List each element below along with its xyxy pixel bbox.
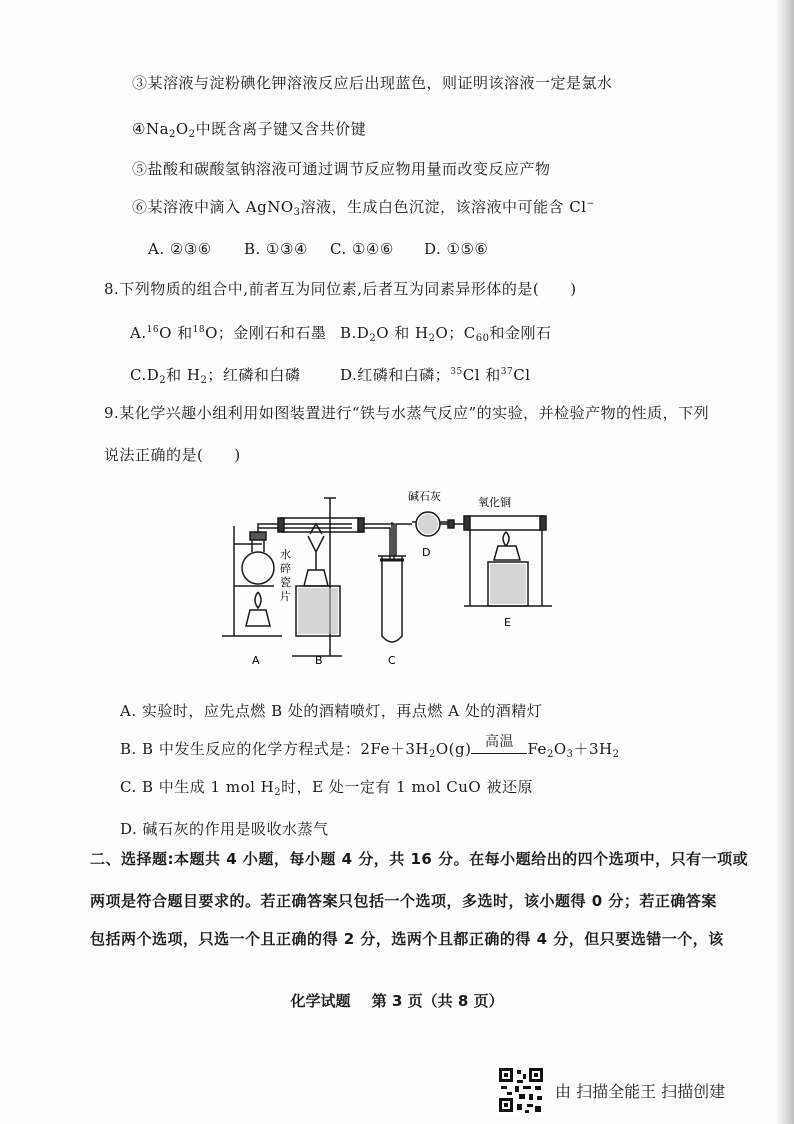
q7-item-4: $④Na_2O_2$中既含离子键又含共价键 <box>132 120 367 140</box>
scanner-watermark: 由 扫描全能王 扫描创建 <box>555 1082 726 1101</box>
flask-a <box>242 552 274 584</box>
label-a: A <box>252 654 260 667</box>
tube-c-d <box>396 524 412 556</box>
q8-stem: 8.下列物质的组合中,前者互为同位素,后者互为同素异形体的是( ) <box>104 280 577 298</box>
reaction-tube-b <box>282 518 360 532</box>
label-chips-3: 片 <box>280 590 291 603</box>
qr-code-icon <box>497 1066 545 1114</box>
burner-a <box>246 610 270 626</box>
section2-line2: 两项是符合题目要求的。若正确答案只包括一个选项，多选时，该小题得 0 分；若正确答案 <box>90 892 717 910</box>
q9-option-b: B. B 中发生反应的化学方程式是：$2Fe+3H_2O(g)$ 高温 $Fe_2O_3+3H_2$ <box>120 734 620 760</box>
reaction-condition: 高温 <box>471 745 527 754</box>
label-d: D <box>422 546 431 559</box>
q9-stem-line1: 9.某化学兴趣小组利用如图装置进行“铁与水蒸气反应”的实验，并检验产物的性质，下列 <box>104 404 710 422</box>
burner-b <box>304 570 328 586</box>
q7-option-a: A. ②③⑥ <box>148 240 212 258</box>
label-copper-oxide: 氧化铜 <box>478 496 511 509</box>
label-soda-lime: 碱石灰 <box>408 490 441 503</box>
label-chips-1: 碎 <box>280 562 291 575</box>
q8-option-a: A.$^{16}$O 和$^{18}$O；金刚石和石墨 <box>130 324 327 342</box>
q7-option-c: C. ①④⑥ <box>330 240 394 258</box>
test-tube-c <box>382 556 402 642</box>
label-e: E <box>504 616 511 629</box>
page-footer <box>0 990 794 1011</box>
footer-subject: 化学试题 <box>290 992 351 1010</box>
q7-item-3: ③某溶液与淀粉碘化钾溶液反应后出现蓝色，则证明该溶液一定是氯水 <box>132 74 613 92</box>
q9-option-a: A. 实验时，应先点燃 B 处的酒精喷灯，再点燃 A 处的酒精灯 <box>120 702 543 720</box>
page-edge-shadow <box>776 0 794 1124</box>
q7-item-5: ⑤盐酸和碳酸氢钠溶液可通过调节反应物用量而改变反应产物 <box>132 160 551 178</box>
label-c: C <box>388 654 396 667</box>
reaction-tube-e <box>468 516 542 530</box>
label-chips-2: 瓷 <box>280 576 291 589</box>
apparatus-figure <box>212 486 562 672</box>
burner-e <box>494 546 520 560</box>
q9-stem-line2: 说法正确的是( ) <box>104 446 241 464</box>
label-water: 水 <box>280 548 291 561</box>
q9-option-d: D. 碱石灰的作用是吸收水蒸气 <box>120 820 329 838</box>
section2-line3: 包括两个选项，只选一个且正确的得 2 分，选两个且都正确的得 4 分，但只要选错一个，该 <box>90 930 724 948</box>
q8-option-b: $B.D_2O$ 和 $H_2O$；$C_{60}$和金刚石 <box>340 324 552 344</box>
footer-page-number: 第 3 页（共 8 页） <box>371 992 504 1010</box>
q8-option-d: D.红磷和白磷；$^{35}$Cl 和$^{37}$Cl <box>340 366 531 384</box>
q7-option-b: B. ①③④ <box>244 240 308 258</box>
q7-item-6: ⑥某溶液中滴入 AgNO$_3$溶液，生成白色沉淀，该溶液中可能含 Cl− <box>132 198 595 218</box>
label-b: B <box>315 654 323 667</box>
q8-option-c: $C.D_2$和 $H_2$；红磷和白磷 <box>130 366 301 386</box>
q7-option-d: D. ①⑤⑥ <box>424 240 489 258</box>
section2-line1: 二、选择题:本题共 4 小题，每小题 4 分，共 16 分。在每小题给出的四个选项中，只有一项或 <box>90 850 749 868</box>
q9-option-c: C. B 中生成 1 mol $H_2$时，E 处一定有 1 mol CuO 被还原 <box>120 778 533 798</box>
